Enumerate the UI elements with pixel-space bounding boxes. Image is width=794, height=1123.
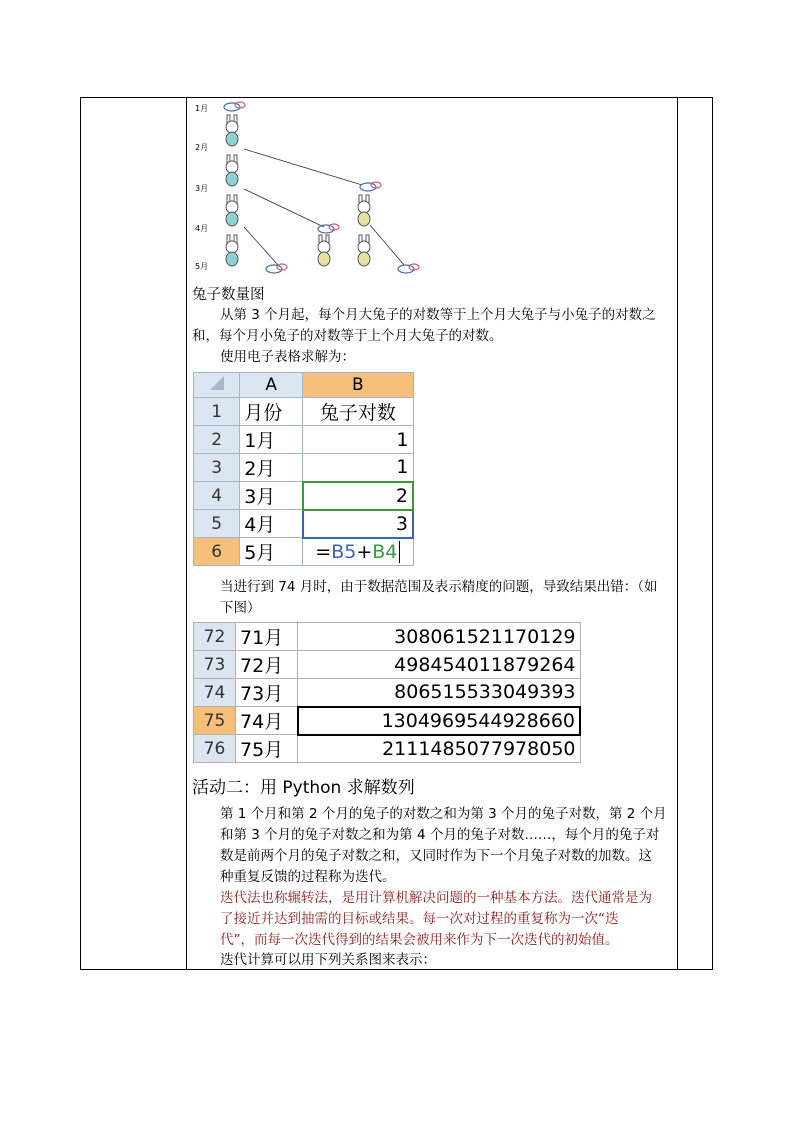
rabbit-illustration [192, 97, 432, 279]
text-cursor [399, 541, 400, 563]
row-header[interactable]: 72 [194, 623, 236, 651]
column-header-a[interactable]: A [240, 373, 303, 398]
select-all-corner[interactable] [194, 373, 240, 398]
cell-count[interactable]: 2111485077978050 [298, 735, 581, 763]
cell-a5[interactable]: 4月 [240, 510, 303, 538]
p1-line: 和第 3 个月的兔子对数之和为第 4 个月的兔子对数……，每个月的兔子对 [220, 827, 660, 843]
cell-a2[interactable]: 1月 [240, 426, 303, 454]
row-header[interactable]: 5 [194, 510, 240, 538]
row-header[interactable]: 4 [194, 482, 240, 510]
row-header-active[interactable]: 75 [194, 707, 236, 735]
cell-a3[interactable]: 2月 [240, 454, 303, 482]
row-header[interactable]: 74 [194, 679, 236, 707]
formula-plus: + [356, 540, 373, 563]
p1-line: 第 1 个月和第 2 个月的兔子的对数之和为第 3 个月的兔子对数，第 2 个月 [220, 806, 667, 822]
column-header-b[interactable]: B [303, 373, 413, 398]
month-label: 5月 [195, 262, 209, 271]
p1-line: 数是前两个月的兔子对数之和，又同时作为下一个月兔子对数的加数。这 [220, 848, 652, 864]
cell-month[interactable]: 71月 [236, 623, 298, 651]
p3-line: 迭代计算可以用下列关系图来表示： [220, 952, 436, 968]
month-label: 3月 [195, 184, 209, 193]
month-label: 4月 [195, 224, 209, 233]
cell-b4-referenced[interactable]: 2 [303, 482, 413, 510]
formula-equals: = [315, 540, 332, 563]
cell-month[interactable]: 73月 [236, 679, 298, 707]
p2-line: 迭代法也称辗转法，是用计算机解决问题的一种基本方法。迭代通常是为 [220, 890, 652, 906]
cell-a1[interactable]: 月份 [240, 398, 303, 426]
overflow-line: 当进行到 74 月时，由于数据范围及表示精度的问题，导致结果出错：（如 [220, 579, 658, 595]
row-header-active[interactable]: 6 [194, 538, 240, 566]
p1-line: 种重复反馈的过程称为迭代。 [220, 869, 396, 885]
row-header[interactable]: 3 [194, 454, 240, 482]
rabbit-icons [224, 102, 419, 273]
diagram-caption: 兔子数量图 [192, 287, 265, 303]
cell-count[interactable]: 806515533049393 [298, 679, 581, 707]
p2-line: 代”，而每一次迭代得到的结果会被用来作为下一次迭代的初始值。 [220, 932, 619, 948]
cell-b5-referenced[interactable]: 3 [303, 510, 413, 538]
cell-b2[interactable]: 1 [303, 426, 413, 454]
cell-a4[interactable]: 3月 [240, 482, 303, 510]
overflow-line: 下图） [220, 600, 261, 616]
activity2-title: 活动二：用 Python 求解数列 [192, 778, 415, 798]
row-header[interactable]: 76 [194, 735, 236, 763]
formula-ref-b4: B4 [372, 540, 398, 563]
rabbit-diagram [192, 97, 432, 279]
intro-line: 使用电子表格求解为： [220, 349, 355, 365]
cell-b3[interactable]: 1 [303, 454, 413, 482]
row-header[interactable]: 73 [194, 651, 236, 679]
intro-line: 和，每个月小兔子的对数等于上个月大兔子的对数。 [192, 328, 503, 344]
row-header[interactable]: 2 [194, 426, 240, 454]
cell-count[interactable]: 498454011879264 [298, 651, 581, 679]
month-label: 1月 [195, 104, 209, 113]
column-divider-right [677, 98, 678, 969]
cell-count[interactable]: 308061521170129 [298, 623, 581, 651]
spreadsheet-fibonacci [193, 372, 414, 566]
cell-month[interactable]: 74月 [236, 707, 298, 735]
cell-month[interactable]: 75月 [236, 735, 298, 763]
cell-b1[interactable]: 兔子对数 [303, 398, 413, 426]
p2-line: 了接近并达到抽需的目标或结果。每一次对过程的重复称为一次“迭 [220, 911, 619, 927]
row-header[interactable]: 1 [194, 398, 240, 426]
cell-a6[interactable]: 5月 [240, 538, 303, 566]
formula-ref-b5: B5 [331, 540, 357, 563]
column-divider-left [186, 98, 187, 969]
month-label: 2月 [195, 143, 209, 152]
cell-month[interactable]: 72月 [236, 651, 298, 679]
spreadsheet-overflow [193, 622, 581, 763]
cell-count-selected[interactable]: 1304969544928660 [298, 707, 581, 735]
corner-triangle-icon [210, 376, 224, 390]
intro-line: 从第 3 个月起，每个月大兔子的对数等于上个月大兔子与小兔子的对数之 [220, 307, 656, 323]
cell-b6-formula[interactable] [303, 538, 413, 566]
